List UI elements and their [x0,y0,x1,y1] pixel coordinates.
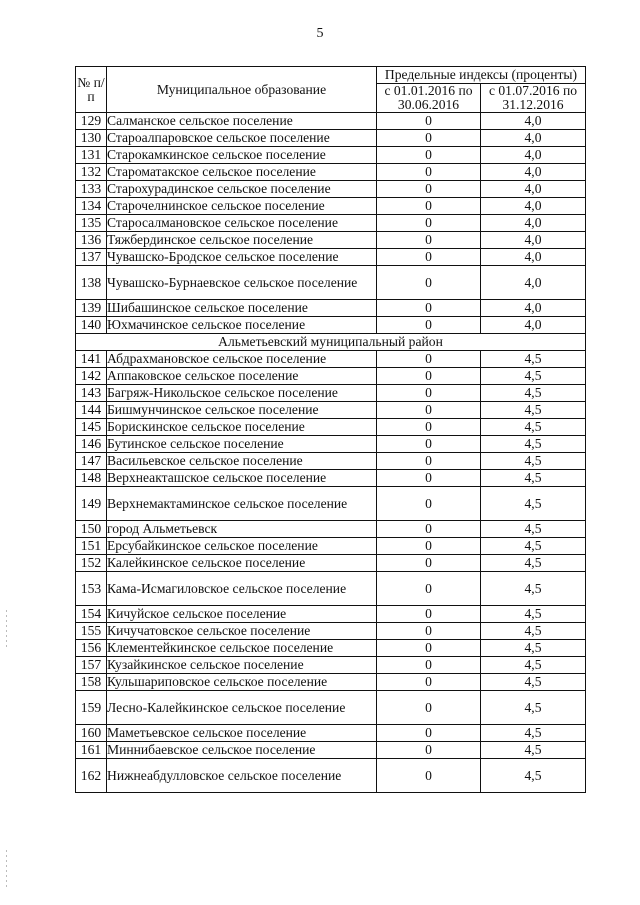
row-municipality: Кульшариповское сельское поселение [107,674,377,691]
row-index-period-2: 4,5 [481,351,586,368]
header-period-1: с 01.01.2016 по 30.06.2016 [377,84,481,113]
table-row [76,521,586,538]
row-index-period-1: 0 [377,674,481,691]
row-municipality: Кама-Исмагиловское сельское поселение [107,572,377,606]
row-municipality: Старочелнинское сельское поселение [107,198,377,215]
limit-index-table [75,66,586,793]
row-index-period-2: 4,0 [481,198,586,215]
row-municipality: Шибашинское сельское поселение [107,300,377,317]
row-municipality: Верхнемактаминское сельское поселение [107,487,377,521]
row-index-period-1: 0 [377,691,481,725]
table-row [76,742,586,759]
row-municipality: Чувашско-Бурнаевское сельское поселение [107,266,377,300]
table-row [76,640,586,657]
row-index-period-2: 4,0 [481,317,586,334]
table-row [76,130,586,147]
table-row [76,164,586,181]
row-municipality: Старосалмановское сельское поселение [107,215,377,232]
table-row [76,470,586,487]
table-row [76,691,586,725]
table-row [76,351,586,368]
row-municipality: Верхнеакташское сельское поселение [107,470,377,487]
row-index-period-1: 0 [377,419,481,436]
row-index-period-1: 0 [377,130,481,147]
row-index-period-2: 4,5 [481,436,586,453]
row-municipality: Юхмачинское сельское поселение [107,317,377,334]
row-number: 138 [76,266,107,300]
row-municipality: Бишмунчинское сельское поселение [107,402,377,419]
row-index-period-1: 0 [377,538,481,555]
row-index-period-1: 0 [377,232,481,249]
row-number: 156 [76,640,107,657]
row-index-period-1: 0 [377,623,481,640]
table-row [76,759,586,793]
row-index-period-1: 0 [377,487,481,521]
table-row [76,623,586,640]
row-number: 143 [76,385,107,402]
row-index-period-1: 0 [377,266,481,300]
row-index-period-2: 4,0 [481,215,586,232]
row-index-period-1: 0 [377,181,481,198]
row-index-period-1: 0 [377,725,481,742]
row-number: 131 [76,147,107,164]
row-index-period-1: 0 [377,555,481,572]
row-number: 154 [76,606,107,623]
table-body-bottom [76,351,586,793]
row-index-period-1: 0 [377,351,481,368]
row-index-period-2: 4,5 [481,487,586,521]
table-row [76,113,586,130]
row-index-period-2: 4,5 [481,538,586,555]
table-row [76,555,586,572]
row-number: 160 [76,725,107,742]
table-row [76,674,586,691]
row-number: 141 [76,351,107,368]
row-index-period-2: 4,5 [481,453,586,470]
row-municipality: Борискинское сельское поселение [107,419,377,436]
row-index-period-2: 4,0 [481,130,586,147]
row-index-period-1: 0 [377,640,481,657]
row-index-period-2: 4,5 [481,555,586,572]
row-number: 130 [76,130,107,147]
row-index-period-1: 0 [377,300,481,317]
row-municipality: Багряж-Никольское сельское поселение [107,385,377,402]
row-municipality: Васильевское сельское поселение [107,453,377,470]
row-number: 152 [76,555,107,572]
row-number: 133 [76,181,107,198]
row-index-period-2: 4,0 [481,164,586,181]
row-number: 159 [76,691,107,725]
table-row [76,300,586,317]
row-index-period-2: 4,0 [481,181,586,198]
row-number: 153 [76,572,107,606]
row-index-period-1: 0 [377,572,481,606]
table-row [76,215,586,232]
row-number: 132 [76,164,107,181]
row-municipality: Миннибаевское сельское поселение [107,742,377,759]
row-index-period-2: 4,5 [481,725,586,742]
table-row [76,147,586,164]
row-number: 139 [76,300,107,317]
row-number: 149 [76,487,107,521]
row-municipality: Кичучатовское сельское поселение [107,623,377,640]
row-index-period-1: 0 [377,317,481,334]
row-index-period-1: 0 [377,198,481,215]
row-index-period-1: 0 [377,147,481,164]
table-row [76,368,586,385]
row-municipality: Кичуйское сельское поселение [107,606,377,623]
table-row [76,436,586,453]
header-period-2: с 01.07.2016 по 31.12.2016 [481,84,586,113]
row-index-period-2: 4,5 [481,402,586,419]
row-number: 135 [76,215,107,232]
table-row [76,453,586,470]
row-municipality: Калейкинское сельское поселение [107,555,377,572]
row-index-period-2: 4,5 [481,759,586,793]
row-index-period-2: 4,5 [481,657,586,674]
row-municipality: Абдрахмановское сельское поселение [107,351,377,368]
table-row [76,402,586,419]
row-index-period-1: 0 [377,436,481,453]
row-index-period-2: 4,0 [481,113,586,130]
table-row [76,606,586,623]
row-index-period-1: 0 [377,215,481,232]
row-number: 155 [76,623,107,640]
row-index-period-1: 0 [377,402,481,419]
table-header [76,67,586,113]
row-number: 158 [76,674,107,691]
row-number: 134 [76,198,107,215]
row-index-period-2: 4,5 [481,419,586,436]
row-index-period-2: 4,5 [481,385,586,402]
row-number: 136 [76,232,107,249]
row-index-period-2: 4,5 [481,691,586,725]
row-index-period-1: 0 [377,742,481,759]
row-index-period-1: 0 [377,521,481,538]
row-index-period-1: 0 [377,249,481,266]
row-index-period-1: 0 [377,453,481,470]
row-index-period-2: 4,0 [481,300,586,317]
row-number: 147 [76,453,107,470]
row-index-period-1: 0 [377,113,481,130]
district-name: Альметьевский муниципальный район [76,334,586,351]
row-municipality: Нижнеабдулловское сельское поселение [107,759,377,793]
row-index-period-1: 0 [377,657,481,674]
row-number: 157 [76,657,107,674]
table-body-top [76,113,586,334]
row-index-period-2: 4,5 [481,742,586,759]
row-number: 137 [76,249,107,266]
row-number: 140 [76,317,107,334]
row-municipality: Старохурадинское сельское поселение [107,181,377,198]
table-row [76,419,586,436]
row-index-period-2: 4,5 [481,674,586,691]
row-municipality: Аппаковское сельское поселение [107,368,377,385]
row-number: 162 [76,759,107,793]
row-index-period-2: 4,5 [481,368,586,385]
row-municipality: Ерсубайкинское сельское поселение [107,538,377,555]
table-row [76,657,586,674]
table-row [76,572,586,606]
row-municipality: Староматакское сельское поселение [107,164,377,181]
row-index-period-1: 0 [377,470,481,487]
row-index-period-2: 4,0 [481,147,586,164]
row-municipality: Маметьевское сельское поселение [107,725,377,742]
district-row [76,334,586,351]
row-municipality: Старокамкинское сельское поселение [107,147,377,164]
table-row [76,232,586,249]
table-row [76,249,586,266]
row-index-period-2: 4,0 [481,232,586,249]
row-number: 151 [76,538,107,555]
row-index-period-1: 0 [377,606,481,623]
row-index-period-2: 4,5 [481,623,586,640]
row-municipality: Тяжбердинское сельское поселение [107,232,377,249]
row-municipality: Староалпаровское сельское поселение [107,130,377,147]
row-number: 144 [76,402,107,419]
row-number: 129 [76,113,107,130]
row-index-period-1: 0 [377,368,481,385]
row-municipality: Клементейкинское сельское поселение [107,640,377,657]
row-municipality: Салманское сельское поселение [107,113,377,130]
row-index-period-1: 0 [377,385,481,402]
table-row [76,266,586,300]
row-index-period-2: 4,5 [481,521,586,538]
row-number: 161 [76,742,107,759]
row-index-period-2: 4,0 [481,266,586,300]
row-index-period-1: 0 [377,164,481,181]
table-row [76,181,586,198]
table-row [76,725,586,742]
row-municipality: Кузайкинское сельское поселение [107,657,377,674]
row-number: 150 [76,521,107,538]
row-number: 148 [76,470,107,487]
row-index-period-2: 4,5 [481,640,586,657]
table-row [76,198,586,215]
header-num: № п/п [76,67,107,113]
row-municipality: Чувашско-Бродское сельское поселение [107,249,377,266]
page-number: 5 [316,26,324,41]
header-limit-indices: Предельные индексы (проценты) [377,67,586,84]
row-municipality: Лесно-Калейкинское сельское поселение [107,691,377,725]
row-number: 142 [76,368,107,385]
district-section [76,334,586,351]
table-row [76,538,586,555]
scan-margin-mark [6,850,7,890]
header-municipality: Муниципальное образование [107,67,377,113]
table-row [76,385,586,402]
table-row [76,487,586,521]
row-index-period-2: 4,5 [481,572,586,606]
row-municipality: Бутинское сельское поселение [107,436,377,453]
table-row [76,317,586,334]
row-index-period-2: 4,0 [481,249,586,266]
scan-margin-mark [6,610,7,650]
row-index-period-1: 0 [377,759,481,793]
row-municipality: город Альметьевск [107,521,377,538]
row-number: 145 [76,419,107,436]
row-index-period-2: 4,5 [481,470,586,487]
row-index-period-2: 4,5 [481,606,586,623]
row-number: 146 [76,436,107,453]
